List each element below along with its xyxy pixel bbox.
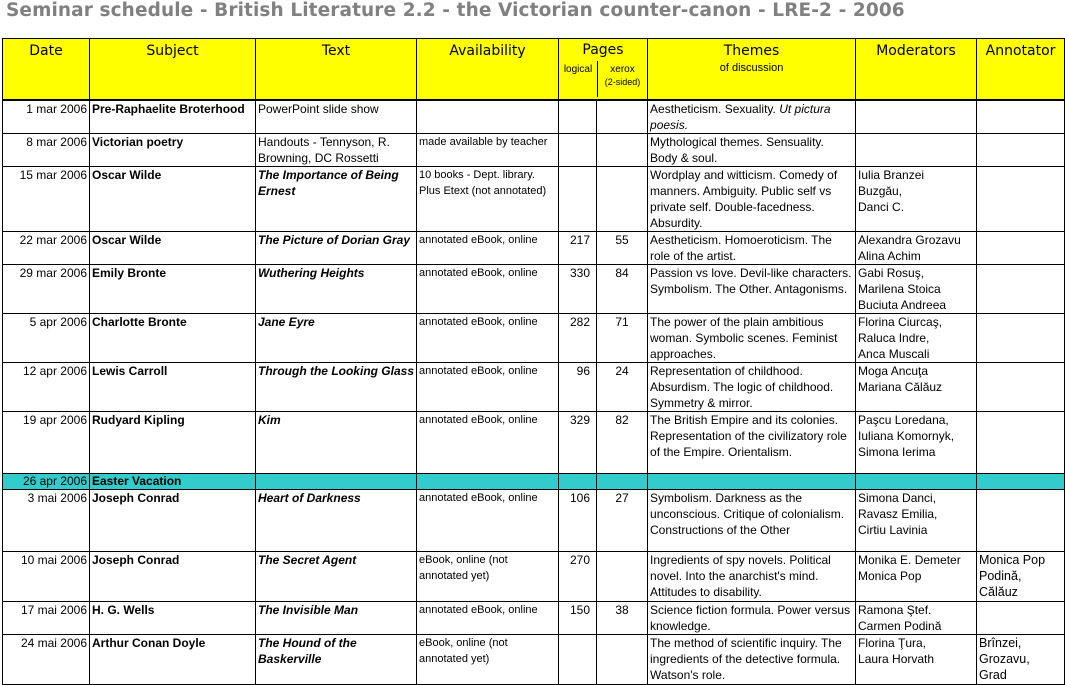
header-pages	[559, 39, 648, 101]
cell-annotator	[977, 100, 1065, 134]
cell-annotator: Brînzei, Grozavu, Grad	[977, 635, 1065, 685]
cell-themes	[648, 602, 856, 635]
cell-empty	[417, 474, 559, 490]
header-pages-logical: logical	[563, 64, 593, 75]
cell-pages-xerox	[597, 635, 648, 685]
cell-moderators: Florina Ţura, Laura Horvath	[856, 635, 977, 685]
cell-annotator	[977, 490, 1065, 552]
cell-themes	[648, 552, 856, 602]
cell-pages-xerox: 84	[597, 265, 648, 314]
cell-subject: Easter Vacation	[90, 474, 256, 490]
cell-availability: annotated eBook, online	[417, 490, 559, 552]
cell-date: 24 mai 2006	[3, 635, 90, 685]
header-themes-note: of discussion	[719, 62, 784, 74]
cell-pages-xerox: 55	[597, 232, 648, 265]
header-pages-xerox: xerox	[610, 64, 635, 75]
cell-moderators: Iulia Branzei Buzgău, Danci C.	[856, 167, 977, 232]
cell-date: 5 apr 2006	[3, 314, 90, 363]
cell-moderators: Ramona Ştef. Carmen Podină	[856, 602, 977, 635]
cell-availability: eBook, online (not annotated yet)	[417, 552, 559, 602]
schedule-row	[3, 100, 1065, 134]
cell-text: The Invisible Man	[256, 602, 417, 635]
themes-text: Ingredients of spy novels. Political novel. Into the anarchist's mind. Attitudes to disability.	[650, 553, 831, 599]
themes-text: Passion vs love. Devil-like characters. Symbolism. The Other. Antagonisms.	[650, 266, 852, 296]
header-date: Date	[3, 39, 90, 101]
cell-subject: Arthur Conan Doyle	[90, 635, 256, 685]
cell-date: 29 mar 2006	[3, 265, 90, 314]
cell-availability: annotated eBook, online	[417, 602, 559, 635]
cell-pages-logical: 330	[559, 265, 597, 314]
cell-pages-logical: 217	[559, 232, 597, 265]
cell-pages-xerox: 82	[597, 412, 648, 474]
cell-text: Kim	[256, 412, 417, 474]
vacation-row	[3, 474, 1065, 490]
cell-pages-xerox: 24	[597, 363, 648, 412]
cell-date: 26 apr 2006	[3, 474, 90, 490]
cell-moderators: Simona Danci, Ravasz Emilia, Cirtiu Lavinia	[856, 490, 977, 552]
cell-themes	[648, 314, 856, 363]
themes-text: Aestheticism. Sexuality.	[650, 102, 776, 116]
cell-moderators: Monika E. Demeter Monica Pop	[856, 552, 977, 602]
header-moderators: Moderators	[856, 39, 977, 101]
themes-text: Science fiction formula. Power versus knowledge.	[650, 603, 851, 633]
cell-date: 10 mai 2006	[3, 552, 90, 602]
header-pages-xerox-note: (2-sided)	[604, 77, 641, 87]
cell-subject: Joseph Conrad	[90, 490, 256, 552]
header-pages-label: Pages	[582, 42, 624, 58]
cell-moderators: Gabi Rosuş, Marilena Stoica Buciuta Andreea	[856, 265, 977, 314]
cell-date: 17 mai 2006	[3, 602, 90, 635]
cell-subject: Oscar Wilde	[90, 167, 256, 232]
cell-availability: annotated eBook, online	[417, 363, 559, 412]
cell-pages-logical: 96	[559, 363, 597, 412]
cell-themes	[648, 363, 856, 412]
schedule-row	[3, 552, 1065, 602]
cell-text: The Importance of Being Ernest	[256, 167, 417, 232]
schedule-row	[3, 265, 1065, 314]
cell-date: 12 apr 2006	[3, 363, 90, 412]
cell-moderators	[856, 134, 977, 167]
cell-empty	[856, 474, 977, 490]
cell-subject: Lewis Carroll	[90, 363, 256, 412]
cell-availability: made available by teacher	[417, 134, 559, 167]
cell-date: 22 mar 2006	[3, 232, 90, 265]
cell-text: Wuthering Heights	[256, 265, 417, 314]
cell-pages-xerox: 27	[597, 490, 648, 552]
cell-moderators: Florina Ciurcaş, Raluca Indre, Anca Muscali	[856, 314, 977, 363]
cell-annotator	[977, 134, 1065, 167]
cell-pages-logical: 282	[559, 314, 597, 363]
cell-date: 8 mar 2006	[3, 134, 90, 167]
cell-pages-logical: 150	[559, 602, 597, 635]
cell-subject: Charlotte Bronte	[90, 314, 256, 363]
cell-themes	[648, 134, 856, 167]
cell-subject: H. G. Wells	[90, 602, 256, 635]
header-subject: Subject	[90, 39, 256, 101]
schedule-row	[3, 412, 1065, 474]
cell-pages-xerox	[597, 100, 648, 134]
cell-pages-xerox	[597, 552, 648, 602]
cell-subject: Emily Bronte	[90, 265, 256, 314]
cell-moderators: Paşcu Loredana, Iuliana Komornyk, Simona Ierima	[856, 412, 977, 474]
cell-date: 1 mar 2006	[3, 100, 90, 134]
cell-empty	[256, 474, 417, 490]
cell-themes	[648, 265, 856, 314]
cell-date: 15 mar 2006	[3, 167, 90, 232]
cell-annotator	[977, 363, 1065, 412]
cell-text: Heart of Darkness	[256, 490, 417, 552]
schedule-row	[3, 314, 1065, 363]
cell-pages-logical	[559, 167, 597, 232]
cell-availability: eBook, online (not annotated yet)	[417, 635, 559, 685]
schedule-row	[3, 167, 1065, 232]
header-themes	[648, 39, 856, 101]
themes-text: The method of scientific inquiry. The ingredients of the detective formula. Watson's role.	[650, 636, 842, 682]
cell-subject: Joseph Conrad	[90, 552, 256, 602]
cell-empty	[977, 474, 1065, 490]
cell-pages-xerox	[597, 134, 648, 167]
cell-pages-logical	[559, 635, 597, 685]
themes-text: Symbolism. Darkness as the unconscious. Critique of colonialism. Constructions of the Other	[650, 491, 845, 537]
cell-moderators	[856, 100, 977, 134]
cell-pages-xerox	[597, 167, 648, 232]
cell-availability: annotated eBook, online	[417, 412, 559, 474]
header-themes-label: Themes	[723, 43, 780, 59]
schedule-row	[3, 232, 1065, 265]
header-availability: Availability	[417, 39, 559, 101]
themes-text: The British Empire and its colonies. Representation of the civilizatory role of the Empire. Orientalism.	[650, 413, 847, 459]
cell-pages-xerox: 71	[597, 314, 648, 363]
cell-text: Handouts - Tennyson, R. Browning, DC Rossetti	[256, 134, 417, 167]
cell-pages-logical	[559, 134, 597, 167]
schedule-row	[3, 363, 1065, 412]
cell-themes	[648, 167, 856, 232]
header-row	[3, 39, 1065, 101]
cell-pages-xerox: 38	[597, 602, 648, 635]
cell-annotator: Monica Pop Podină, Călăuz	[977, 552, 1065, 602]
cell-pages-logical: 329	[559, 412, 597, 474]
cell-availability: annotated eBook, online	[417, 232, 559, 265]
cell-text: The Hound of the Baskerville	[256, 635, 417, 685]
schedule-table	[2, 38, 1065, 685]
cell-availability: 10 books - Dept. library. Plus Etext (not annotated)	[417, 167, 559, 232]
page-title: Seminar schedule - British Literature 2.2 - the Victorian counter-canon - LRE-2 - 2006	[6, 0, 905, 21]
themes-italic-text: Ut pictura poesis.	[650, 102, 831, 132]
cell-annotator	[977, 602, 1065, 635]
themes-text: Wordplay and witticism. Comedy of manners. Ambiguity. Public self vs private self. Double-facedness. Absurdity.	[650, 168, 838, 230]
cell-text: Through the Looking Glass	[256, 363, 417, 412]
cell-availability	[417, 100, 559, 134]
schedule-row	[3, 635, 1065, 685]
cell-moderators: Alexandra Grozavu Alina Achim	[856, 232, 977, 265]
cell-availability: annotated eBook, online	[417, 265, 559, 314]
cell-annotator	[977, 314, 1065, 363]
cell-annotator	[977, 232, 1065, 265]
cell-date: 19 apr 2006	[3, 412, 90, 474]
header-text: Text	[256, 39, 417, 101]
themes-text: Mythological themes. Sensuality. Body & soul.	[650, 135, 824, 165]
cell-subject: Pre-Raphaelite Broterhood	[90, 100, 256, 134]
cell-subject: Victorian poetry	[90, 134, 256, 167]
cell-themes	[648, 232, 856, 265]
cell-text: Jane Eyre	[256, 314, 417, 363]
cell-annotator	[977, 265, 1065, 314]
cell-annotator	[977, 412, 1065, 474]
cell-text: The Secret Agent	[256, 552, 417, 602]
themes-text: The power of the plain ambitious woman. Symbolic scenes. Feminist approaches.	[650, 315, 838, 361]
cell-pages-logical	[559, 100, 597, 134]
cell-empty	[597, 474, 648, 490]
cell-themes	[648, 412, 856, 474]
cell-moderators: Moga Ancuţa Mariana Călăuz	[856, 363, 977, 412]
schedule-row	[3, 134, 1065, 167]
cell-pages-logical: 270	[559, 552, 597, 602]
cell-subject: Rudyard Kipling	[90, 412, 256, 474]
schedule-row	[3, 490, 1065, 552]
cell-themes	[648, 635, 856, 685]
schedule-row	[3, 602, 1065, 635]
cell-text: The Picture of Dorian Gray	[256, 232, 417, 265]
cell-themes	[648, 100, 856, 134]
cell-subject: Oscar Wilde	[90, 232, 256, 265]
cell-availability: annotated eBook, online	[417, 314, 559, 363]
themes-text: Aestheticism. Homoeroticism. The role of the artist.	[650, 233, 832, 263]
cell-annotator	[977, 167, 1065, 232]
cell-empty	[559, 474, 597, 490]
cell-pages-logical: 106	[559, 490, 597, 552]
cell-date: 3 mai 2006	[3, 490, 90, 552]
themes-text: Representation of childhood. Absurdism. The logic of childhood. Symmetry & mirror.	[650, 364, 834, 410]
header-annotator: Annotator	[977, 39, 1065, 101]
cell-themes	[648, 490, 856, 552]
cell-text: PowerPoint slide show	[256, 100, 417, 134]
cell-empty	[648, 474, 856, 490]
